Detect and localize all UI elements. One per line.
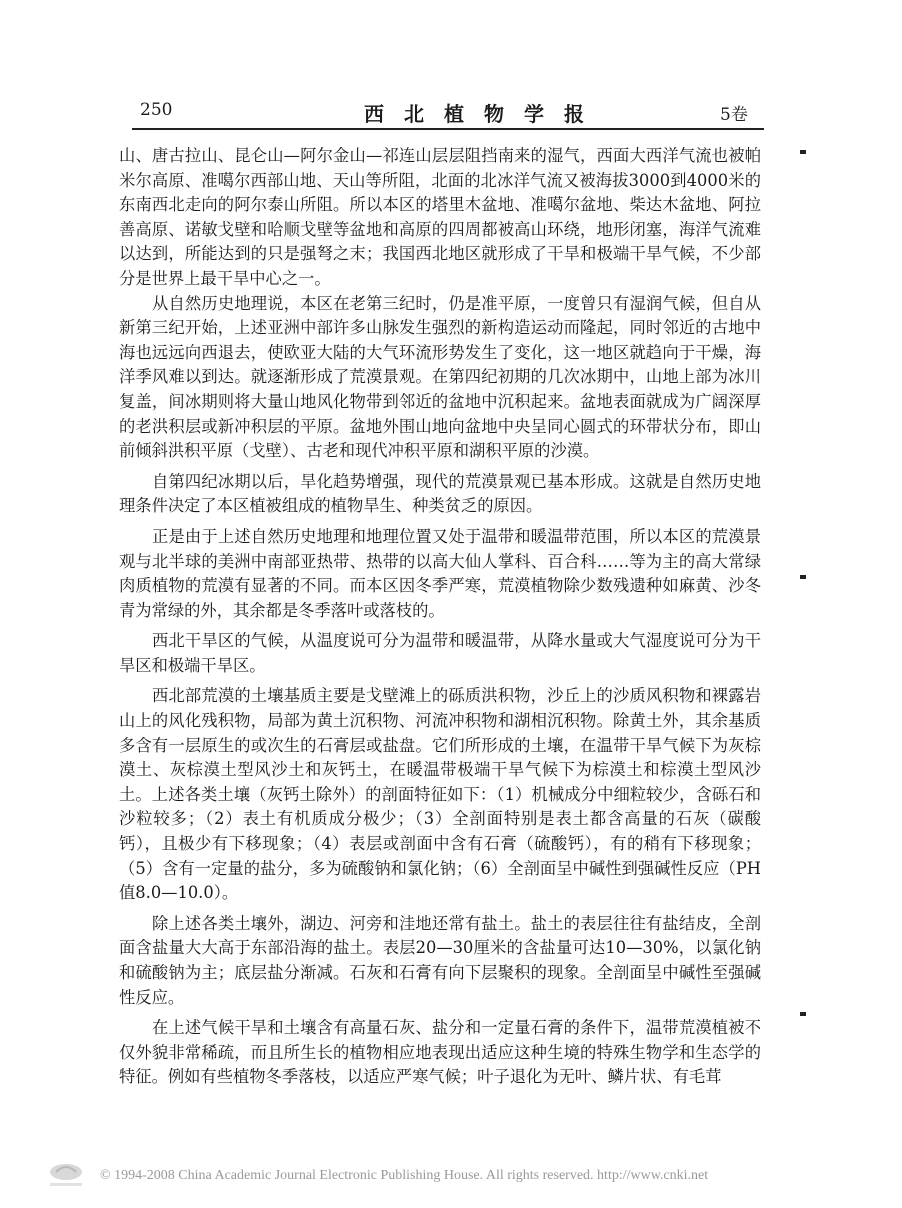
- scan-mark: [800, 1012, 806, 1016]
- paragraph-5: 西北干旱区的气候，从温度说可分为温带和暖温带，从降水量或大气湿度说可分为干旱区和极端干旱区。: [119, 631, 761, 675]
- scan-mark: [800, 150, 806, 154]
- paragraph-1: 山、唐古拉山、昆仑山—阿尔金山—祁连山层层阻挡南来的湿气，西面大西洋气流也被帕米尔高原、准噶尔西部山地、天山等所阻，北面的北冰洋气流又被海拔3000到4000米的东南西北走向的阿尔泰山所阻。所以本区的塔里木盆地、准噶尔盆地、柴达木盆地、阿拉善高原、诺敏戈壁和哈顺戈壁等盆地和高原的四周都被高山环绕，地形闭塞，海洋气流难以达到，所能达到的只是强弩之末；我国西北地区就形成了干旱和极端干旱气候，不少部分是世界上最干旱中心之一。: [119, 146, 761, 288]
- journal-title: 西北植物学报: [364, 102, 604, 126]
- copyright-footer: © 1994-2008 China Academic Journal Electronic Publishing House. All rights reserved. http://www.cnki.net: [100, 1168, 709, 1183]
- paragraph-4: 正是由于上述自然历史地理和地理位置又处于温带和暖温带范围，所以本区的荒漠景观与北半球的美洲中南部亚热带、热带的以高大仙人掌科、百合科……等为主的高大常绿肉质植物的荒漠有显著的不同。而本区因冬季严寒，荒漠植物除少数残遗种如麻黄、沙冬青为常绿的外，其余都是冬季落叶或落枝的。: [119, 526, 761, 620]
- cnki-logo-icon: [44, 1160, 88, 1190]
- volume-label: 5卷: [720, 105, 748, 125]
- paragraph-7: 除上述各类土壤外，湖边、河旁和洼地还常有盐土。盐土的表层往往有盐结皮，全剖面含盐量大大高于东部沿海的盐土。表层20—30厘米的含盐量可达10—30%，以氯化钠和硫酸钠为主；底层盐分渐减。石灰和石膏有向下层聚积的现象。全剖面呈中碱性至强碱性反应。: [119, 913, 761, 1007]
- page-number: 250: [140, 100, 173, 120]
- paragraph-2: 从自然历史地理说，本区在老第三纪时，仍是准平原，一度曾只有湿润气候，但自从新第三纪开始，上述亚洲中部许多山脉发生强烈的新构造运动而隆起，同时邻近的古地中海也远远向西退去，使欧亚大陆的大气环流形势发生了变化，这一地区就趋向于干燥，海洋季风难以到达。就逐渐形成了荒漠景观。在第四纪初期的几次冰期中，山地上部为冰川复盖，间冰期则将大量山地风化物带到邻近的盆地中沉积起来。盆地表面就成为广阔深厚的老洪积层或新冲积层的平原。盆地外围山地向盆地中央呈同心圆式的环带状分布，即山前倾斜洪积平原（戈壁）、古老和现代冲积平原和湖积平原的沙漠。: [119, 293, 761, 461]
- paragraph-3: 自第四纪冰期以后，旱化趋势增强，现代的荒漠景观已基本形成。这就是自然历史地理条件决定了本区植被组成的植物旱生、种类贫乏的原因。: [119, 471, 761, 516]
- page-header: [0, 0, 902, 150]
- paragraph-6: 西北部荒漠的土壤基质主要是戈壁滩上的砾质洪积物，沙丘上的沙质风积物和裸露岩山上的风化残积物，局部为黄土沉积物、河流冲积物和湖相沉积物。除黄土外，其余基质多含有一层原生的或次生的石膏层或盐盘。它们所形成的土壤，在温带干旱气候下为灰棕漠土、灰棕漠土型风沙土和灰钙土，在暖温带极端干旱气候下为棕漠土和棕漠土型风沙土。上述各类土壤（灰钙土除外）的剖面特征如下：（1）机械成分中细粒较少，含砾石和沙粒较多；（2）表土有机质成分极少；（3）全剖面特别是表土都含高量的石灰（碳酸钙），且极少有下移现象；（4）表层或剖面中含有石膏（硫酸钙），有的稍有下移现象；（5）含有一定量的盐分，多为硫酸钠和氯化钠；（6）全剖面呈中碱性到强碱性反应（PH值8.0—10.0）。: [119, 686, 761, 903]
- header-rule: [132, 128, 764, 130]
- article-body: [119, 144, 761, 1090]
- scan-mark: [800, 575, 806, 579]
- paragraph-8: 在上述气候干旱和土壤含有高量石灰、盐分和一定量石膏的条件下，温带荒漠植被不仅外貌非常稀疏，而且所生长的植物相应地表现出适应这种生境的特殊生物学和生态学的特征。例如有些植物冬季落枝，以适应严寒气候；叶子退化为无叶、鳞片状、有毛茸: [119, 1018, 761, 1087]
